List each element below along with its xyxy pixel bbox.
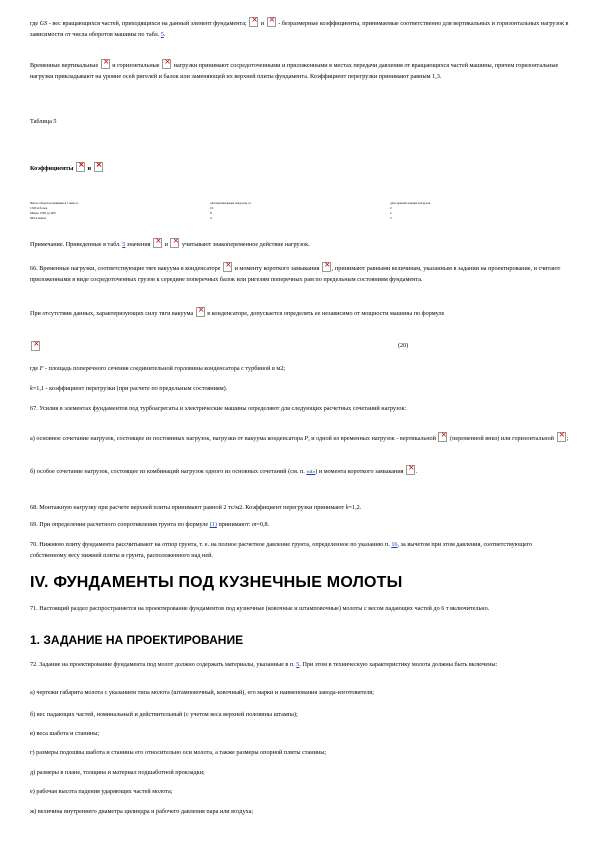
table-cell: Менее 1500 до 600 xyxy=(30,211,56,215)
symbol-f: F xyxy=(39,365,44,372)
paragraph-68 xyxy=(30,503,570,514)
list-item: г) размеры подошвы шабота и станины его относительно оси молота, а также размеры опорной плиты станины; xyxy=(30,749,327,756)
text: и xyxy=(259,20,266,27)
table-header-cell: для вертикальных нагрузок от xyxy=(210,201,251,205)
table-cell: 2 xyxy=(390,211,392,215)
text: =1,2. xyxy=(348,504,362,511)
table-cell: 2 xyxy=(390,206,392,210)
table-header-cell: для горизонтальных нагрузок xyxy=(390,201,431,205)
paragraph-vacuum xyxy=(30,307,570,320)
broken-image-icon xyxy=(267,17,276,27)
text: учитывают знакопеременное действие нагрузок. xyxy=(180,241,310,248)
list-item: б) вес падающих частей, номинальный и действительный (с учетом веса верхней половины штампа); xyxy=(30,711,298,718)
text: и xyxy=(163,241,170,248)
text: значения xyxy=(125,241,153,248)
text: - безразмерные коэффициенты, принимаемые соответственно для вертикальных и горизонтальных нагрузок в зависимости от числа оборотов машины по табл. xyxy=(30,20,569,38)
broken-image-icon xyxy=(223,262,232,272)
clause-5-link[interactable]: 5 xyxy=(296,661,300,668)
broken-image-icon xyxy=(557,432,566,442)
paragraph-temporary-loads xyxy=(30,59,570,82)
symbol-m: m xyxy=(251,521,257,528)
table-5-link[interactable]: 5 xyxy=(160,30,164,38)
text: (переменной вниз) или горизонтальной xyxy=(448,435,556,442)
formula-number: (20) xyxy=(398,342,409,349)
text: и xyxy=(85,165,93,172)
text: ; xyxy=(566,435,569,442)
text: . xyxy=(163,30,166,38)
text: нагрузки принимают сосредоточенными и приложенными в местах передачи давления от вращающихся частей машины, причем горизонтальные нагрузки прикладывают на уровне осей ригелей и балок или заменяющей их верхней плиты фундамента. Коэффициент перегрузки принимают равным 1,3. xyxy=(30,62,559,80)
paragraph-69 xyxy=(30,520,570,531)
broken-image-icon xyxy=(94,162,103,172)
list-item: ж) величина внутреннего диаметра цилиндра и рабочего давления пара или воздуха; xyxy=(30,808,254,815)
symbol-gs: GS xyxy=(39,20,48,27)
paragraph-66 xyxy=(30,262,570,285)
text: ) и момента короткого замыкания xyxy=(315,468,406,475)
paragraph-overload-k xyxy=(30,384,570,395)
table-cell: 8 xyxy=(210,211,212,215)
table-cell: 10 xyxy=(210,206,214,210)
text: . xyxy=(416,468,418,475)
formula-20 xyxy=(30,341,570,354)
item-a-link[interactable]: «а» xyxy=(306,468,316,475)
clause-16-link[interactable]: 16 xyxy=(391,541,398,548)
text: 68. Монтажную нагрузку при расчете верхней плиты принимают равной 2 тс/м2. Коэффициент перегрузки принимают xyxy=(30,504,346,511)
broken-image-icon xyxy=(249,17,258,27)
paragraph-combination-b xyxy=(30,465,570,478)
table-cell: 600 и менее xyxy=(30,216,47,220)
text: принимают: xyxy=(216,521,252,528)
symbol-k: k xyxy=(30,385,33,392)
text: . При этом в техническую характеристику молота должны быть включены: xyxy=(299,661,498,668)
paragraph-area-f xyxy=(30,364,570,375)
text: При отсутствии данных, характеризующих силу тяги вакуума xyxy=(30,310,195,317)
section-heading: IV. ФУНДАМЕНТЫ ПОД КУЗНЕЧНЫЕ МОЛОТЫ xyxy=(30,574,403,591)
table-cell: 1500 и более xyxy=(30,206,48,210)
paragraph-gs-weight xyxy=(30,17,570,40)
table-cell: 2 xyxy=(390,216,392,220)
text: где xyxy=(30,365,40,372)
text: - площадь поперечного сечения соединительной горловины конденсатора с турбиной в м2; xyxy=(43,365,286,372)
text: б) особое сочетание нагрузок, состоящее из комбинаций нагрузок одного из основных сочетаний (см. п. xyxy=(30,468,307,475)
table-note xyxy=(30,238,570,251)
coefficients-table xyxy=(30,201,570,221)
broken-image-icon xyxy=(76,162,85,172)
text: Примечание. Приведенные в табл. xyxy=(30,241,123,248)
subsection-heading: 1. ЗАДАНИЕ НА ПРОЕКТИРОВАНИЕ xyxy=(30,633,244,647)
broken-image-icon xyxy=(170,238,179,248)
broken-image-icon xyxy=(196,307,205,317)
list-item: в) веса шабота и станины; xyxy=(30,730,100,737)
text: , принимают равными величинам, указанным в задании на проектирование, и считают приложенными в виде сосредоточенных грузов к середине поперечных балок или ригелям поперечных рам по предельным состояниям фундамента. xyxy=(30,265,561,283)
text: Временные вертикальные xyxy=(30,62,100,69)
formula-1-link[interactable]: (1) xyxy=(209,521,217,528)
text: 69. При определении расчетного сопротивления грунта по формуле xyxy=(30,521,210,528)
text: , и одной из временных нагрузок - вертикальной xyxy=(308,435,438,442)
text: =0,8. xyxy=(256,521,270,528)
paragraph-70 xyxy=(30,540,570,561)
symbol-p: P xyxy=(304,435,309,442)
list-item: а) чертежи габарита молота с указанием типа молота (штамповочный, ковочный), его марки и наименования завода-изготовителя; xyxy=(30,689,374,696)
text: =1,1 - коэффициент перегрузки (при расчете по предельным состояниям). xyxy=(32,385,228,392)
list-item: е) рабочая высота падения ударяющих частей молота; xyxy=(30,788,173,795)
paragraph-72 xyxy=(30,660,570,671)
table-row xyxy=(30,216,570,221)
broken-image-icon xyxy=(438,432,447,442)
text: Коэффициенты xyxy=(30,165,75,172)
table-5-link[interactable]: 5 xyxy=(122,241,126,248)
table-cell: 4 xyxy=(210,216,212,220)
table-header-cell: Число оборотов машины в 1 мин, n xyxy=(30,201,78,205)
broken-image-icon xyxy=(406,465,415,475)
broken-image-icon xyxy=(162,59,171,69)
text: , за вычетом при этом давления, соответствующего собственному весу нижней плиты и грунта, расположенного над ней. xyxy=(30,541,533,559)
text: и моменту короткого замыкания xyxy=(233,265,321,272)
text: 72. Задание на проектирование фундамента под молот должно содержать материалы, указанные в п. xyxy=(30,661,297,668)
broken-image-icon xyxy=(31,341,40,351)
broken-image-icon xyxy=(153,238,162,248)
coefficients-label xyxy=(30,162,570,175)
text: в конденсаторе, допускается определять ее независимо от мощности машины по формуле xyxy=(205,310,445,317)
symbol-k: k xyxy=(345,504,349,511)
broken-image-icon xyxy=(322,262,331,272)
text: а) основное сочетание нагрузок, состоящее из постоянных нагрузок, нагрузки от вакуума конденсатора xyxy=(30,435,305,442)
paragraph-67: 67. Усилия в элементах фундаментов под турбоагрегаты и электрические машины определяют для следующих расчетных сочетаний нагрузок: xyxy=(30,405,407,412)
list-item: д) размеры в плане, толщина и материал подшаботной прокладки; xyxy=(30,769,205,776)
paragraph-71: 71. Настоящий раздел распространяется на проектирование фундаментов под кузнечные (ковочные и штамповочные) молоты с весом падающих частей до 6 т включительно. xyxy=(30,605,490,612)
text: 70. Нижнюю плиту фундамента рассчитывают на отпор грунта, т. е. на полное расчетное давление грунта, определенное по указанию п. xyxy=(30,541,392,548)
text: и горизонтальные xyxy=(110,62,162,69)
text: 66. Временные нагрузки, соответствующие тяге вакуума в конденсаторе xyxy=(30,265,223,272)
text: - вес вращающихся частей, приходящихся на данный элемент фундамента; xyxy=(47,20,249,27)
table-caption: Таблица 5 xyxy=(30,118,57,125)
broken-image-icon xyxy=(101,59,110,69)
paragraph-combination-a xyxy=(30,432,570,445)
text: где xyxy=(30,20,40,27)
